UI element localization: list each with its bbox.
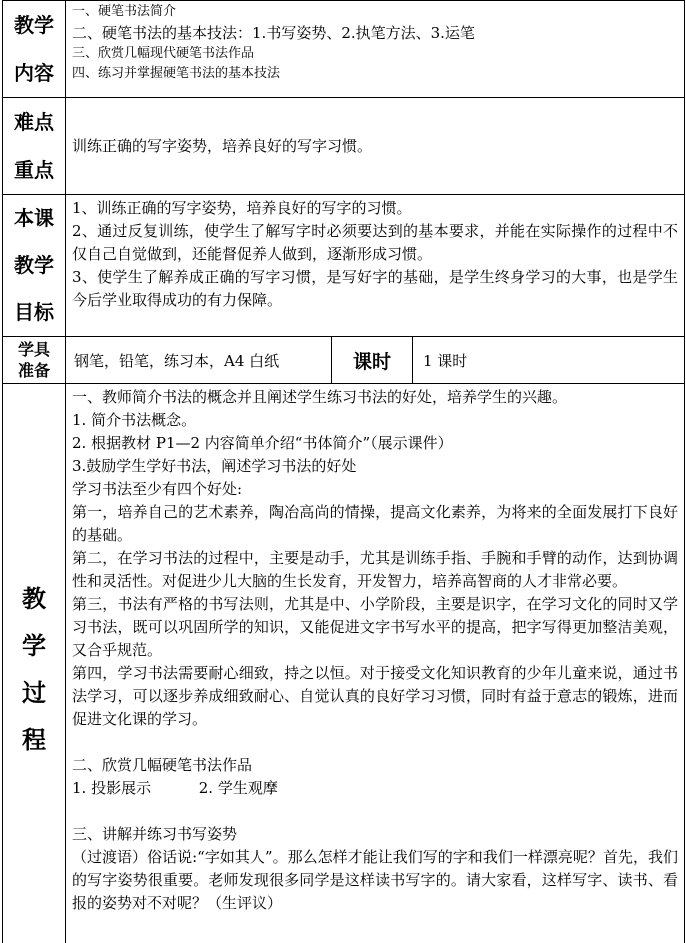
process-paragraph: 第四，学习书法需要耐心细致，持之以恒。对于接受文化知识教育的少年儿童来说，通过书法学习，可以逐步养成细致耐心、自觉认真的良好学习习惯，同时有益于意志的锻炼，进而促进文化课的学习。 (72, 664, 679, 728)
label-difficulty: 难点 重点 (3, 98, 66, 195)
process-paragraph: 3.鼓励学生学好书法，阐述学习书法的好处 (72, 457, 357, 475)
label-process: 教 学 过 程 (3, 384, 66, 943)
row-difficulty (3, 98, 685, 195)
label-tools: 学具 准备 (3, 337, 66, 384)
process-paragraph: 第三，书法有严格的书写法则，尤其是中、小学阶段，主要是识字，在学习文化的同时又学习书法，既可以巩固所学的知识，又能促进文字书写水平的提高，把字写得更加整洁美观，又合乎规范。 (72, 595, 679, 659)
process-paragraph: 第一，培养自己的艺术素养，陶冶高尚的情操，提高文化素养，为将来的全面发展打下良好的基础。 (72, 503, 679, 544)
process-paragraph: 1. 简介书法概念。 (72, 411, 197, 429)
process-cell (66, 384, 685, 943)
hours-value: 1 课时 (413, 337, 685, 384)
goal-item: 3、使学生了解养成正确的写字习惯，是写好字的基础，是学生终身学习的大事，也是学生今后学业取得成功的有力保障。 (72, 268, 679, 309)
process-paragraph: 一、教师简介书法的概念并且阐述学生练习书法的好处，培养学生的兴趣。 (72, 388, 568, 406)
process-blank-line (72, 731, 678, 754)
label-teaching-content: 教学 内容 (3, 1, 66, 98)
label-goals: 本课 教学 目标 (3, 195, 66, 337)
process-paragraph: （过渡语）俗话说:“字如其人”。那么怎样才能让我们写的字和我们一样漂亮呢？首先，我们的写字姿势很重要。老师发现很多同学是这样读书写字的。请大家看，这样写字、读书、看报的姿势对不对呢？（生评议） (72, 848, 679, 912)
content-item: 一、硬笔书法简介 (72, 4, 177, 19)
goals-cell (66, 195, 685, 337)
label-hours: 课时 (332, 337, 413, 384)
goal-item: 1、训练正确的写字姿势，培养良好的写字的习惯。 (72, 199, 412, 217)
process-paragraph: 二、欣赏几幅硬笔书法作品 (72, 756, 253, 774)
tools-value: 钢笔，铅笔，练习本，A4 白纸 (66, 337, 332, 384)
process-paragraph: 学习书法至少有四个好处: (72, 480, 243, 498)
process-paragraph: 三、讲解并练习书写姿势 (72, 825, 238, 843)
row-tools (3, 337, 685, 384)
content-item: 二、硬笔书法的基本技法：1.书写姿势、2.执笔方法、3.运笔 (72, 24, 475, 42)
goal-item: 2、通过反复训练，使学生了解写字时必须要达到的基本要求，并能在实际操作的过程中不仅自己自觉做到，还能督促养人做到，逐渐形成习惯。 (72, 222, 679, 263)
lesson-plan-table (2, 0, 685, 943)
row-process (3, 384, 685, 943)
difficulty-cell (66, 98, 685, 195)
row-teaching-content (3, 1, 685, 98)
difficulty-text: 训练正确的写字姿势，培养良好的写字习惯。 (72, 136, 373, 155)
content-item: 三、欣赏几幅现代硬笔书法作品 (72, 46, 255, 61)
process-paragraph: 1. 投影展示 2. 学生观摩 (72, 779, 278, 797)
process-paragraph: 第二，在学习书法的过程中，主要是动手，尤其是训练手指、手腕和手臂的动作，达到协调性和灵活性。对促进少儿大脑的生长发育，开发智力，培养高智商的人才非常必要。 (72, 549, 679, 590)
row-goals (3, 195, 685, 337)
teaching-content-cell (66, 1, 685, 98)
process-paragraph: 2. 根据教材 P1—2 内容简单介绍“书体简介”（展示课件） (72, 434, 453, 452)
process-blank-line (72, 800, 678, 823)
content-item: 四、练习并掌握硬笔书法的基本技法 (72, 66, 281, 81)
